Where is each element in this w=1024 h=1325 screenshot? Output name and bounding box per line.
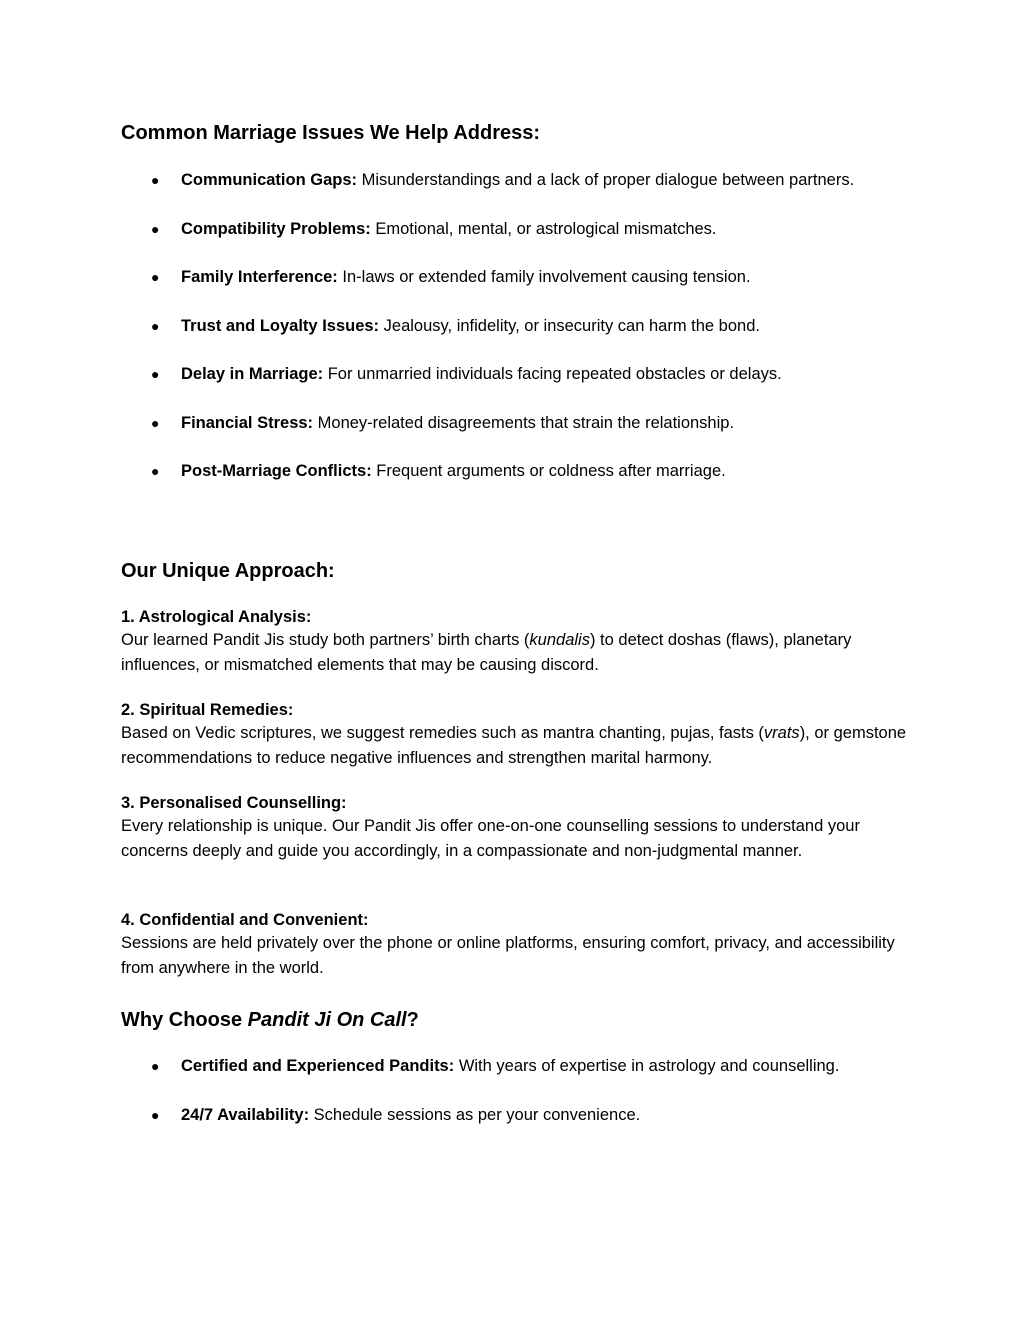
item-term: Compatibility Problems: bbox=[181, 219, 371, 238]
step-body-italic: kundalis bbox=[529, 631, 590, 649]
item-term: Family Interference: bbox=[181, 268, 338, 286]
step-body-text: Our learned Pandit Jis study both partners’ birth charts ( bbox=[121, 631, 530, 649]
item-text: Frequent arguments or coldness after marriage. bbox=[371, 462, 726, 480]
why-heading bbox=[121, 1008, 419, 1032]
item-text: Emotional, mental, or astrological mismatches. bbox=[370, 219, 717, 238]
step-body bbox=[121, 628, 911, 677]
list-item bbox=[121, 1103, 911, 1128]
list-item bbox=[121, 362, 911, 387]
item-term: Communication Gaps: bbox=[181, 171, 358, 189]
step-body: Every relationship is unique. Our Pandit Jis offer one-on-one counselling sessions to understand your concerns deeply and guide you accordingly, in a compassionate and non-judgmental manner. bbox=[121, 817, 860, 860]
item-term: Delay in Marriage: bbox=[181, 365, 324, 383]
step-title: 2. Spiritual Remedies: bbox=[121, 701, 294, 719]
item-term: Trust and Loyalty Issues: bbox=[181, 316, 380, 335]
item-text: With years of expertise in astrology and counselling. bbox=[454, 1057, 840, 1075]
why-heading-text: Why Choose bbox=[121, 1009, 248, 1031]
list-item bbox=[121, 168, 911, 193]
bullet-icon: ● bbox=[151, 1058, 160, 1074]
why-heading-brand: Pandit Ji On Call bbox=[247, 1009, 407, 1031]
bullet-icon: ● bbox=[151, 317, 160, 334]
item-text: Misunderstandings and a lack of proper dialogue between partners. bbox=[357, 171, 855, 189]
item-term: 24/7 Availability: bbox=[181, 1105, 310, 1124]
step-title: 4. Confidential and Convenient: bbox=[121, 911, 369, 929]
approach-step bbox=[121, 699, 911, 770]
item-text: Jealousy, infidelity, or insecurity can harm the bond. bbox=[379, 316, 760, 335]
bullet-icon: ● bbox=[151, 220, 160, 237]
bullet-icon: ● bbox=[151, 1106, 160, 1123]
issues-heading: Common Marriage Issues We Help Address: bbox=[121, 122, 541, 144]
item-term: Certified and Experienced Pandits: bbox=[181, 1057, 455, 1075]
step-body bbox=[121, 721, 911, 770]
bullet-icon: ● bbox=[151, 414, 160, 431]
bullet-icon: ● bbox=[151, 269, 160, 285]
item-text: For unmarried individuals facing repeated obstacles or delays. bbox=[323, 365, 782, 383]
list-item bbox=[121, 314, 911, 339]
approach-step bbox=[121, 792, 911, 863]
step-title: 3. Personalised Counselling: bbox=[121, 794, 347, 812]
approach-step bbox=[121, 606, 911, 677]
step-title: 1. Astrological Analysis: bbox=[121, 608, 312, 626]
step-body-text: Based on Vedic scriptures, we suggest remedies such as mantra chanting, pujas, fasts ( bbox=[121, 724, 764, 742]
step-body-text: ) to detect doshas (flaws), planetary influences, or mismatched elements that may be causing discord. bbox=[121, 631, 852, 674]
list-item bbox=[121, 217, 911, 242]
item-term: Financial Stress: bbox=[181, 413, 314, 432]
step-body-italic: vrats bbox=[763, 724, 800, 742]
bullet-icon: ● bbox=[151, 172, 160, 188]
bullet-icon: ● bbox=[151, 463, 160, 479]
item-text: Schedule sessions as per your convenience. bbox=[309, 1105, 641, 1124]
step-body: Sessions are held privately over the phone or online platforms, ensuring comfort, privacy, and accessibility from anywhere in the world. bbox=[121, 934, 895, 977]
step-body-text: ), or gemstone recommendations to reduce negative influences and strengthen marital harmony. bbox=[121, 724, 907, 767]
list-item bbox=[121, 411, 911, 436]
item-text: Money-related disagreements that strain the relationship. bbox=[313, 413, 735, 432]
approach-heading: Our Unique Approach: bbox=[121, 560, 335, 582]
bullet-icon: ● bbox=[151, 366, 160, 382]
approach-step bbox=[121, 909, 911, 980]
list-item bbox=[121, 459, 911, 484]
list-item bbox=[121, 265, 911, 290]
list-item bbox=[121, 1054, 911, 1079]
why-heading-text: ? bbox=[406, 1009, 419, 1031]
issues-list bbox=[121, 168, 911, 508]
why-list bbox=[121, 1054, 911, 1151]
item-text: In-laws or extended family involvement causing tension. bbox=[337, 268, 751, 286]
item-term: Post-Marriage Conflicts: bbox=[181, 462, 372, 480]
